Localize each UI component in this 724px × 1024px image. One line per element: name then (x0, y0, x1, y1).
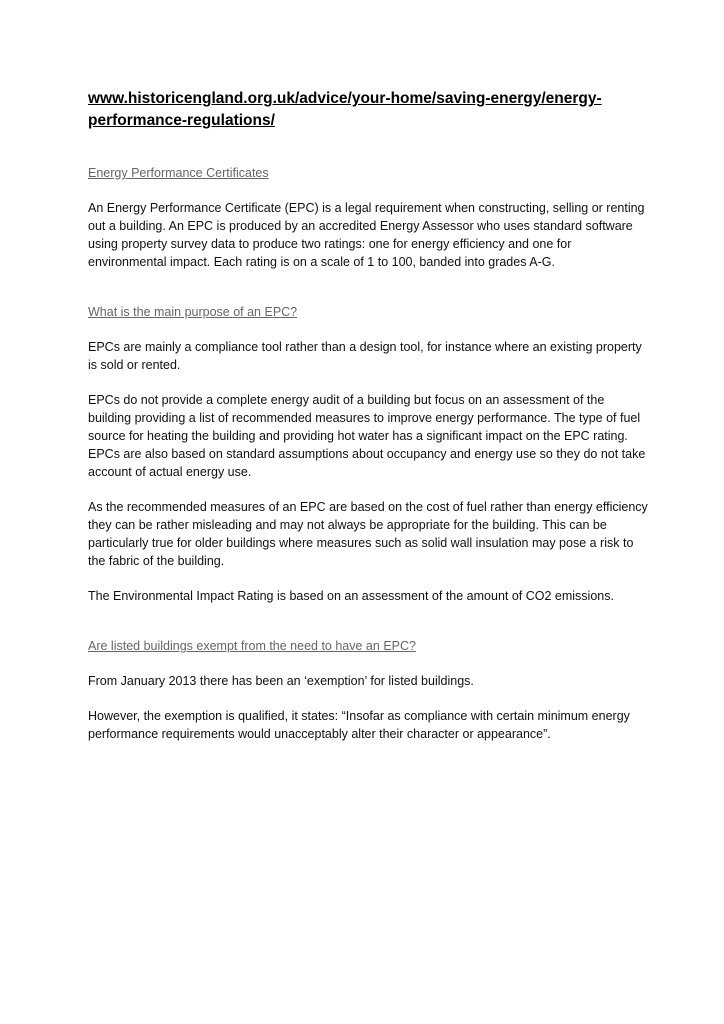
section-heading-epc: Energy Performance Certificates (88, 166, 269, 180)
paragraph: From January 2013 there has been an ‘exemption’ for listed buildings. (88, 674, 474, 688)
section-heading-purpose: What is the main purpose of an EPC? (88, 305, 298, 319)
paragraph: EPCs are mainly a compliance tool rather than a design tool, for instance where an existing property is sold or rented. (88, 340, 642, 372)
paragraph: An Energy Performance Certificate (EPC) is a legal requirement when constructing, selling or renting out a building. An EPC is produced by an accredited Energy Assessor who uses standard software using property survey data to produce two ratings: one for energy efficiency and one for environmental impact. Each rating is on a scale of 1 to 100, banded into grades A-G. (88, 201, 645, 269)
section-purpose (88, 303, 648, 605)
source-url-link[interactable]: www.historicengland.org.uk/advice/your-home/saving-energy/energy-performance-regulations/ (88, 90, 602, 129)
section-heading-listed-buildings: Are listed buildings exempt from the need to have an EPC? (88, 639, 416, 653)
paragraph: However, the exemption is qualified, it states: “Insofar as compliance with certain minimum energy performance requirements would unacceptably alter their character or appearance”. (88, 709, 630, 741)
section-epc (88, 164, 648, 271)
section-spacer (88, 622, 648, 637)
paragraph: EPCs do not provide a complete energy audit of a building but focus on an assessment of the building providing a list of recommended measures to improve energy performance. The type of fuel source for heating the building and providing hot water has a significant impact on the EPC rating. EPCs are also based on standard assumptions about occupancy and energy use so they do not take account of actual energy use. (88, 393, 646, 479)
paragraph: As the recommended measures of an EPC are based on the cost of fuel rather than energy efficiency they can be rather misleading and may not always be appropriate for the building. This can be particularly true for older buildings where measures such as solid wall insulation may pose a risk to the fabric of the building. (88, 500, 648, 568)
paragraph: The Environmental Impact Rating is based on an assessment of the amount of CO2 emissions. (88, 589, 614, 603)
document-page (88, 88, 648, 760)
section-listed-buildings (88, 637, 648, 743)
section-spacer (88, 288, 648, 303)
